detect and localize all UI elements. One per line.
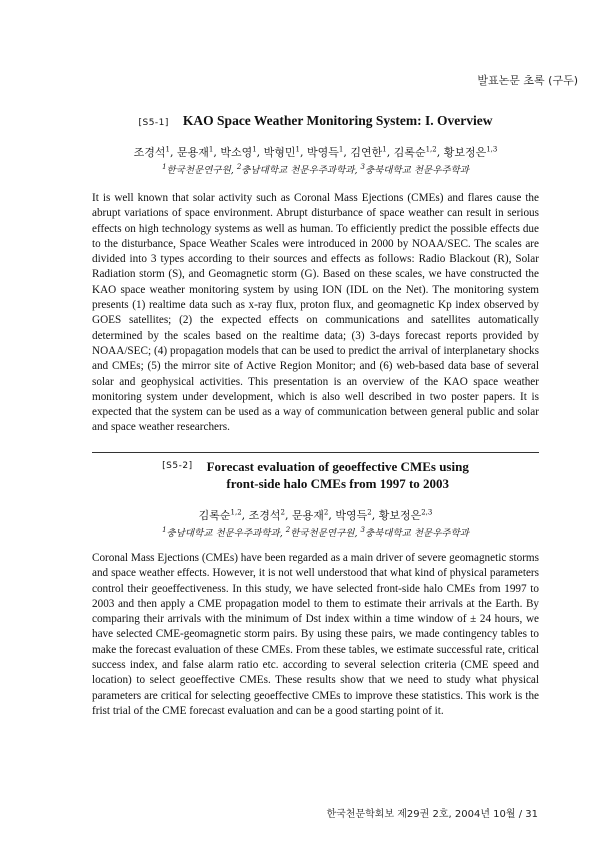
section-divider [92, 452, 539, 453]
abstract-title-row [92, 112, 539, 130]
page-footer: 한국천문학회보 제29권 2호, 2004년 10월 / 31 [326, 809, 538, 820]
abstract-title: KAO Space Weather Monitoring System: I. Overview [182, 113, 493, 128]
abstract-s5-1 [92, 112, 539, 436]
affiliation-list: $^1$한국천문연구원, $^2$충남대학교 천문우주과학과, $^3$충북대학교 천문우주학과 [162, 162, 469, 176]
abstract-title-row [92, 458, 539, 493]
abstract-title-line-2: front-side halo CMEs from 1997 to 2003 [226, 476, 450, 491]
abstract-title [207, 458, 469, 492]
author-list: 조경석$^1$, 문용재$^1$, 박소영$^1$, 박형민$^1$, 박영득$^1$, 김연한$^1$, 김록순$^{1,2}$, 황보정은$^{1,3}$ [133, 145, 498, 159]
author-list: 김록순$^{1,2}$, 조경석$^2$, 문용재$^2$, 박영득$^2$, 황보정은$^{2,3}$ [198, 508, 433, 522]
affiliation-list: $^1$충남대학교 천문우주과학과, $^2$한국천문연구원, $^3$충북대학교 천문우주학과 [162, 525, 469, 539]
section-label: 발표논문 초록 (구두) [477, 74, 578, 87]
abstract-title-line-1: Forecast evaluation of geoeffective CMEs using [206, 459, 469, 474]
abstract-body: It is well known that solar activity such as Coronal Mass Ejections (CMEs) and flares cause the abrupt variations of space environment. Abrupt disturbance of space weather can result in serious effects on high technology systems as well as human. To efficiently predict the possible effects due to the disturbance, Space Weather Scales were introduced in 2000 by NOAA/SEC. The scales are divided into 3 types according to their sources and effects as follows: Radio Blackout (R), Solar Radiation storm (S), and Geomagnetic storm (G). Based on these scales, we have constructed the KAO space weather monitoring system by using ION (IDL on the Net). The monitoring system presents (1) realtime data such as x-ray flux, proton flux, and geomagnetic Kp index observed by GOES satellites; (2) the expected effects on communications and satellites automatically determined by the scales based on the realtime data; (3) 3-days forecast reports provided by NOAA/SEC; (4) propagation models that can be used to predict the arrival of interplanetary shocks and CMEs; (5) the mirror site of Active Region Monitor; and (6) web-based data base of several solar and geophysical activities. This presentation is an overview of the KAO space weather monitoring system under development, which is also well described in two poster papers. It is expected that the system can be used as a way of communication between general public and solar and space weather researchers. [92, 192, 539, 434]
abstract-code: [S5-2] [162, 461, 193, 471]
abstract-s5-2 [92, 458, 539, 719]
abstract-code: [S5-1] [138, 118, 169, 128]
abstract-body: Coronal Mass Ejections (CMEs) have been regarded as a main driver of severe geomagnetic storms and space weather effects. However, it is not well understood that what kind of physical parameters control their geoeffectiveness. In this study, we have selected front-side halo CMEs from 1997 to 2003 and then apply a CME propagation model to them to estimate their arrivals at the Earth. By comparing their arrivals with the minimum of Dst index within a time window of ± 24 hours, we have selected CME-geomagnetic storm pairs. By using these pairs, we made contingency tables to make the forecast evaluation of these CMEs. From these tables, we estimate successful rate, critical success index, and false alarm ratio etc. according to several selection criteria (CME speed and location) to select geoeffective CMEs. These results show that we need to study what physical parameters are critical for selecting geoeffective CMEs to improve these statistics. This work is the frist trial of the CME forecast evaluation and can be a good starting point of it. [92, 552, 539, 717]
